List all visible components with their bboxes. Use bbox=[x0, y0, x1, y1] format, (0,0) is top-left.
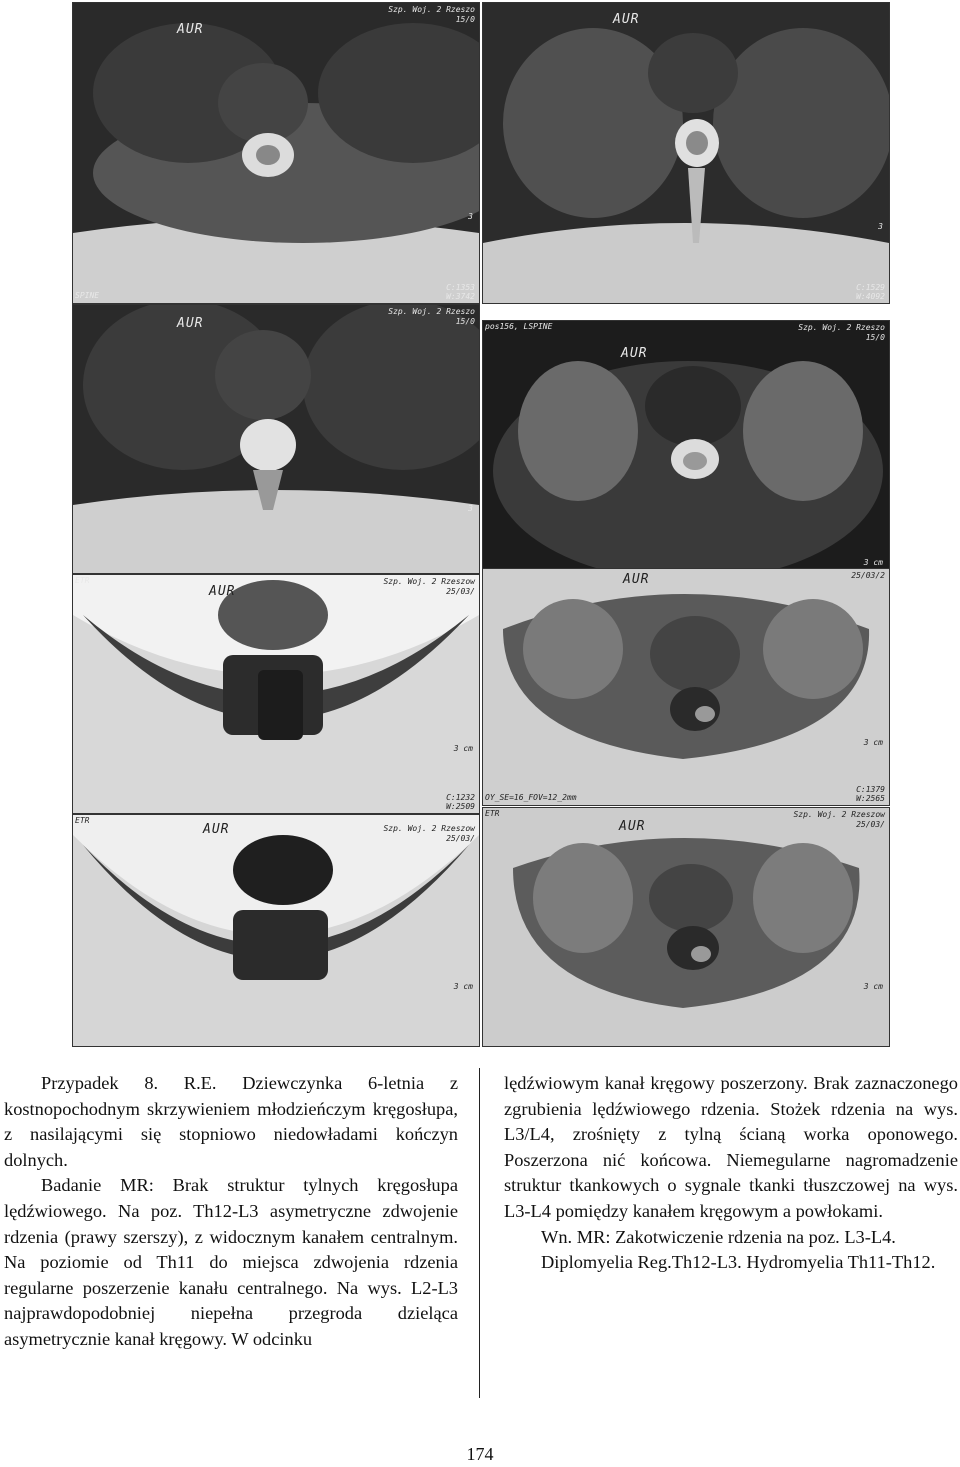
mr-figure bbox=[72, 2, 960, 1045]
column-separator bbox=[479, 1068, 480, 1398]
case-description: Przypadek 8. R.E. Dziewczynka 6-letnia z kostnopochodnym skrzywieniem młodzieńczym kręgosłupa, z nasilającymi się stopniowo niedowładami kończyn dolnych. bbox=[4, 1073, 458, 1170]
mr-scan-4 bbox=[482, 320, 890, 574]
scan-scale: 3 cm bbox=[863, 738, 883, 747]
scan-label: AUR bbox=[621, 346, 648, 361]
scan-hospital: Szp. Woj. 2 Rzeszow bbox=[383, 824, 475, 833]
text-column-left bbox=[4, 1071, 458, 1353]
scan-hospital: Szp. Woj. 2 Rzeszo bbox=[798, 323, 885, 332]
scan-scale: 3 bbox=[468, 212, 473, 221]
scan-label: AUR bbox=[623, 572, 650, 587]
scan-date: 15/0 bbox=[455, 317, 475, 326]
mr-findings: Badanie MR: Brak struktur tylnych kręgosłupa lędźwiowego. Na poz. Th12-L3 asymetryczne zdwojenie rdzenia (prawy szerszy), z widocznym kanałem centralnym. Na poziomie od Th11 do miejsca zdwojenia rdzenia regularne poszerzenie kanału centralnego. Na wys. L2-L3 najprawdopodobniej niepełna przegroda dzieląca asymetrycznie kanał kręgowy. W odcinku bbox=[4, 1175, 458, 1349]
scan-hospital: Szp. Woj. 2 Rzeszo bbox=[388, 5, 475, 14]
mr-scan-2 bbox=[482, 2, 890, 304]
scan-window: C:1529 W:4092 bbox=[856, 283, 885, 301]
diagnosis: Diplomyelia Reg.Th12-L3. Hydromyelia Th11-Th12. bbox=[541, 1252, 936, 1273]
mr-image bbox=[483, 808, 889, 1046]
scan-sequence: ETR bbox=[485, 809, 500, 818]
scan-window: C:1379 W:2565 bbox=[856, 785, 885, 803]
scan-sequence: ETR bbox=[75, 576, 90, 585]
mr-scan-5 bbox=[72, 574, 480, 814]
mr-image bbox=[73, 305, 479, 573]
scan-date: 15/0 bbox=[455, 15, 475, 24]
scan-label: AUR bbox=[177, 316, 204, 331]
scan-sequence: pos156, LSPINE bbox=[485, 322, 553, 331]
scan-scale: 3 cm bbox=[863, 982, 883, 991]
scan-scale: 3 bbox=[878, 222, 883, 231]
scan-window: C:1353 W:3742 bbox=[446, 283, 475, 301]
scan-scale: 3 cm bbox=[453, 982, 473, 991]
mr-image bbox=[483, 3, 889, 303]
mr-scan-3 bbox=[72, 304, 480, 574]
mr-scan-1 bbox=[72, 2, 480, 304]
scan-date: 25/03/ bbox=[446, 587, 475, 596]
mr-scan-6 bbox=[482, 568, 890, 806]
mr-scan-7 bbox=[72, 814, 480, 1047]
scan-sequence: ETR bbox=[75, 816, 90, 825]
text-column-right bbox=[504, 1071, 958, 1276]
scan-scale: 3 cm bbox=[453, 744, 473, 753]
scan-label: AUR bbox=[209, 584, 236, 599]
mr-image bbox=[483, 321, 889, 573]
scan-date: 25/03/ bbox=[856, 820, 885, 829]
scan-label: AUR bbox=[203, 822, 230, 837]
scan-label: AUR bbox=[619, 819, 646, 834]
mr-image bbox=[73, 815, 479, 1046]
mr-image bbox=[73, 3, 479, 303]
scan-label: AUR bbox=[613, 12, 640, 27]
scan-sequence: SPINE bbox=[75, 290, 100, 300]
scan-scale: 3 cm bbox=[863, 557, 883, 567]
mr-conclusion: Wn. MR: Zakotwiczenie rdzenia na poz. L3-L4. bbox=[541, 1226, 896, 1247]
scan-sequence: OY_SE=16_FOV=12_2mm bbox=[485, 792, 577, 802]
mr-findings-continued: lędźwiowym kanał kręgowy poszerzony. Brak zaznaczonego zgrubienia lędźwiowego rdzenia. Stożek rdzenia na wys. L3/L4, zrośnięty z tylną ścianą worka oponowego. Poszerzona nić końcowa. Niemegularne nagromadzenie struktur tkankowych o sygnale tkanki tłuszczowej na wys. L3-L4 pomiędzy kanałem kręgowym a powłokami. bbox=[504, 1073, 958, 1221]
scan-hospital: Szp. Woj. 2 Rzeszow bbox=[383, 577, 475, 586]
scan-scale: 3 bbox=[468, 504, 473, 513]
scan-date: 25/03/2 bbox=[851, 571, 885, 580]
scan-window: C:1232 W:2509 bbox=[446, 793, 475, 811]
scan-date: 15/0 bbox=[865, 333, 885, 342]
scan-hospital: Szp. Woj. 2 Rzeszo bbox=[388, 307, 475, 316]
mr-image bbox=[483, 569, 889, 805]
mr-image bbox=[73, 575, 479, 813]
scan-label: AUR bbox=[177, 22, 204, 37]
scan-hospital: Szp. Woj. 2 Rzeszow bbox=[793, 810, 885, 819]
scan-date: 25/03/ bbox=[446, 834, 475, 843]
mr-scan-8 bbox=[482, 807, 890, 1047]
page-number: 174 bbox=[466, 1444, 494, 1464]
